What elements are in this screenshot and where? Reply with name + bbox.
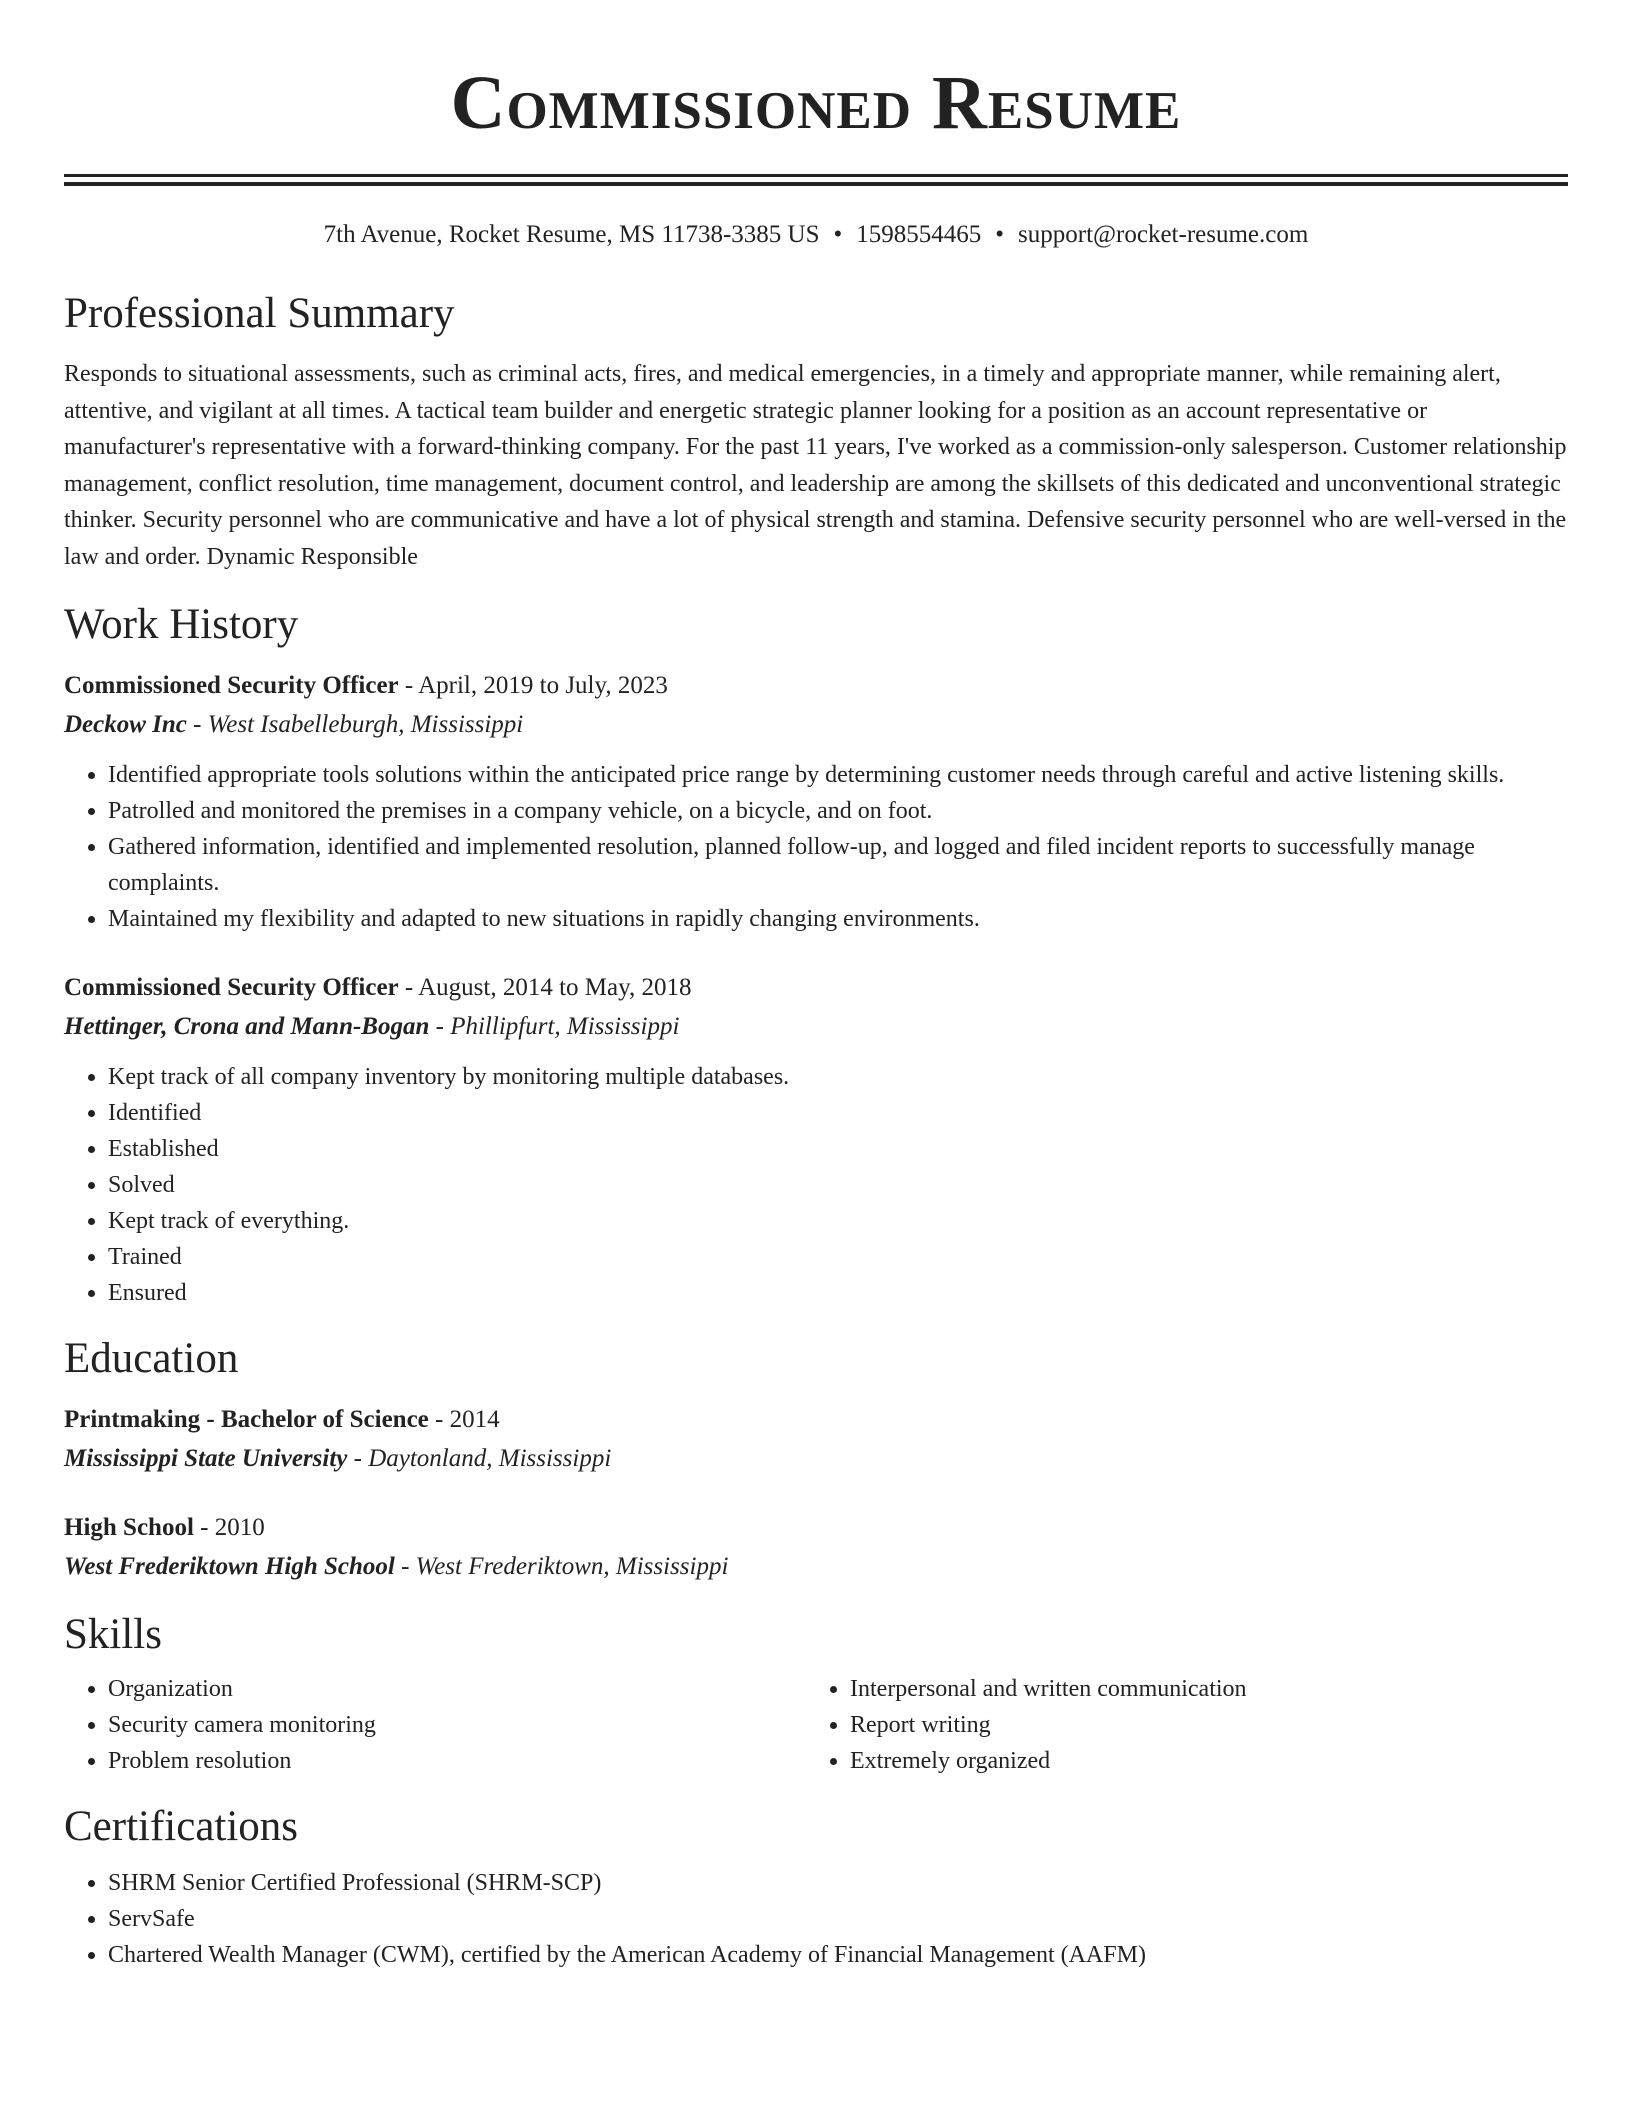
education-entry: [64, 1509, 1568, 1587]
education-year: - 2010: [193, 1514, 265, 1541]
certification-item: • ServSafe: [108, 1901, 1568, 1937]
summary-heading: Professional Summary: [64, 290, 455, 337]
job-role: Commissioned Security Officer: [64, 974, 399, 1001]
job-bullet: • Maintained my flexibility and adapted to new situations in rapidly changing environments.: [108, 901, 1568, 937]
education-degree-line: [64, 1509, 1568, 1547]
job-bullet: • Solved: [108, 1167, 1568, 1203]
job-location: - West Isabelleburgh, Mississippi: [186, 711, 524, 738]
skill-item: • Extremely organized: [850, 1743, 1548, 1779]
education-school-line: [64, 1547, 1568, 1587]
education-school: Mississippi State University: [64, 1445, 348, 1472]
header-divider: [64, 174, 1568, 186]
job-bullet: • Gathered information, identified and implemented resolution, planned follow-up, and logged and filed incident reports to successfully manage complaints.: [108, 829, 1568, 901]
job-dates: - August, 2014 to May, 2018: [398, 974, 692, 1001]
contact-separator: •: [833, 221, 843, 248]
job-dates: - April, 2019 to July, 2023: [398, 672, 668, 699]
job-bullets: [64, 757, 1568, 937]
skill-item: • Security camera monitoring: [108, 1707, 806, 1743]
education-degree-line: [64, 1401, 1568, 1439]
job-bullet: • Identified: [108, 1095, 1568, 1131]
skills-list-left: [64, 1671, 806, 1779]
skill-item: • Interpersonal and written communication: [850, 1671, 1548, 1707]
education-year: - 2014: [428, 1406, 500, 1433]
education-school: West Frederiktown High School: [64, 1553, 395, 1580]
contact-email: support@rocket-resume.com: [1018, 221, 1309, 248]
certifications-list: [64, 1865, 1568, 1973]
job-entry: [64, 667, 1568, 937]
skill-item: • Organization: [108, 1671, 806, 1707]
education-location: - Daytonland, Mississippi: [347, 1445, 612, 1472]
job-bullet: • Kept track of all company inventory by monitoring multiple databases.: [108, 1059, 1568, 1095]
certification-item: • Chartered Wealth Manager (CWM), certified by the American Academy of Financial Management (AAFM): [108, 1937, 1568, 1973]
skill-item: • Problem resolution: [108, 1743, 806, 1779]
job-bullet: • Ensured: [108, 1275, 1568, 1311]
job-role: Commissioned Security Officer: [64, 672, 399, 699]
skill-item: • Report writing: [850, 1707, 1548, 1743]
job-bullet: • Kept track of everything.: [108, 1203, 1568, 1239]
skills-heading: Skills: [64, 1611, 162, 1658]
education-heading: Education: [64, 1335, 239, 1382]
education-degree: High School: [64, 1514, 194, 1541]
summary-text: Responds to situational assessments, such as criminal acts, fires, and medical emergencies, in a timely and appropriate manner, while remaining alert, attentive, and vigilant at all times. A tactical team builder and energetic strategic planner looking for a position as an account representative or manufacturer's representative with a forward-thinking company. For the past 11 years, I've worked as a commission-only salesperson. Customer relationship management, conflict resolution, time management, document control, and leadership are among the skillsets of this dedicated and unconventional strategic thinker. Security personnel who are communicative and have a lot of physical strength and stamina. Defensive security personnel who are well-versed in the law and order. Dynamic Responsible: [64, 361, 1567, 570]
contact-address: 7th Avenue, Rocket Resume, MS 11738-3385 US: [323, 221, 820, 248]
education-entry: [64, 1401, 1568, 1479]
job-bullet: • Trained: [108, 1239, 1568, 1275]
job-company: Hettinger, Crona and Mann-Bogan: [64, 1013, 430, 1040]
certifications-heading: Certifications: [64, 1803, 299, 1850]
job-company: Deckow Inc: [64, 711, 187, 738]
job-company-line: [64, 1007, 1568, 1047]
skills-columns: [64, 1671, 1568, 1779]
contact-line: [64, 220, 1568, 250]
work-history-heading: Work History: [64, 601, 299, 648]
contact-separator: •: [995, 221, 1005, 248]
job-entry: [64, 969, 1568, 1311]
job-bullets: [64, 1059, 1568, 1311]
certification-item: • SHRM Senior Certified Professional (SHRM-SCP): [108, 1865, 1568, 1901]
job-title-line: [64, 667, 1568, 705]
job-bullet: • Patrolled and monitored the premises in a company vehicle, on a bicycle, and on foot.: [108, 793, 1568, 829]
job-bullet: • Identified appropriate tools solutions within the anticipated price range by determining customer needs through careful and active listening skills.: [108, 757, 1568, 793]
resume-name: Commissioned Resume: [450, 61, 1182, 145]
education-location: - West Frederiktown, Mississippi: [394, 1553, 729, 1580]
job-company-line: [64, 705, 1568, 745]
job-location: - Phillipfurt, Mississippi: [429, 1013, 680, 1040]
skills-list-right: [806, 1671, 1548, 1779]
contact-phone: 1598554465: [856, 221, 982, 248]
education-degree: Printmaking - Bachelor of Science: [64, 1406, 429, 1433]
job-title-line: [64, 969, 1568, 1007]
job-bullet: • Established: [108, 1131, 1568, 1167]
education-school-line: [64, 1439, 1568, 1479]
